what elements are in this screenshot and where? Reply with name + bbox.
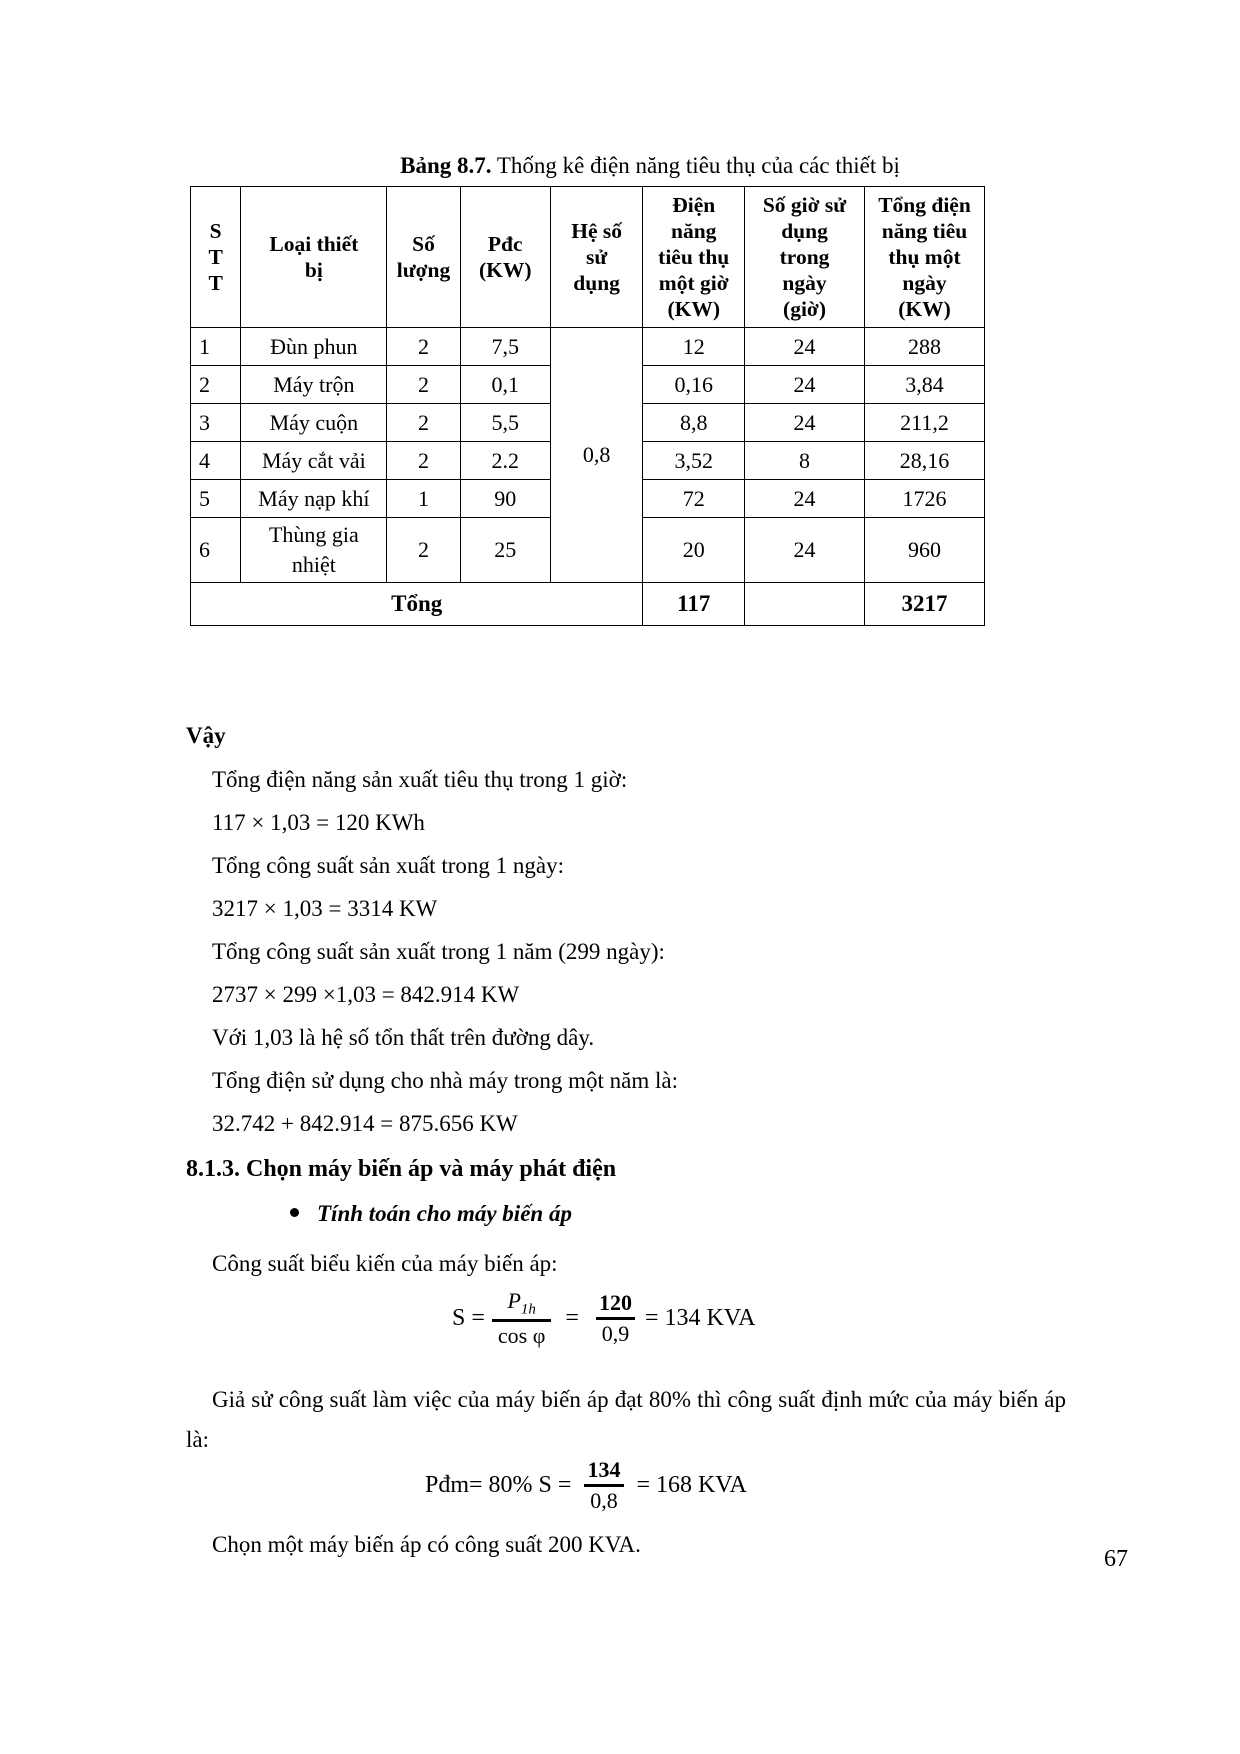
cell-hours: 8 [745, 442, 865, 480]
cell-stt: 1 [191, 328, 241, 366]
page-number: 67 [1104, 1546, 1128, 1572]
text-line-9: 32.742 + 842.914 = 875.656 KW [212, 1111, 518, 1136]
header-quantity-line-2: lượng [396, 258, 451, 282]
text-line-1: Tổng điện năng sản xuất tiêu thụ trong 1 giờ: [212, 767, 628, 792]
header-hours-line-1: Số giờ sử [762, 193, 847, 217]
cell-pdc: 2.2 [460, 442, 550, 480]
text-line-11: Chọn một máy biến áp có công suất 200 KVA. [212, 1532, 641, 1557]
cell-quantity: 2 [387, 518, 460, 583]
cell-daily: 1726 [865, 480, 985, 518]
cell-pdc: 7,5 [460, 328, 550, 366]
formula2-denominator: 0,8 [584, 1484, 624, 1514]
header-device-line-1: Loại thiết [269, 232, 359, 256]
cell-daily: 28,16 [865, 442, 985, 480]
text-line-3: Tổng công suất sản xuất trong 1 ngày: [212, 853, 564, 878]
header-hours-per-day [745, 187, 865, 328]
cell-hours: 24 [745, 328, 865, 366]
formula1-num-subscript: 1h [520, 1301, 536, 1318]
header-daily-line-1: Tổng điện [878, 193, 971, 217]
cell-daily: 211,2 [865, 404, 985, 442]
header-coefficient-line-2: sử [585, 245, 608, 269]
cell-daily: 288 [865, 328, 985, 366]
cell-quantity: 2 [387, 404, 460, 442]
header-hours-line-5: (giờ) [783, 297, 826, 321]
cell-quantity: 2 [387, 442, 460, 480]
cell-hourly: 3,52 [643, 442, 745, 480]
formula2-numerator: 134 [587, 1457, 621, 1482]
cell-hourly: 0,16 [643, 366, 745, 404]
text-line-10: Công suất biểu kiến của máy biến áp: [212, 1251, 558, 1276]
section-heading-8-1-3: 8.1.3. Chọn máy biến áp và máy phát điện [186, 1156, 617, 1182]
header-hourly-line-3: tiêu thụ [658, 245, 730, 269]
text-line-7: Với 1,03 là hệ số tổn thất trên đường dây. [212, 1025, 595, 1050]
table-caption-label: Bảng 8.7. [400, 153, 492, 178]
cell-device-line-2: nhiệt [291, 552, 336, 577]
header-stt-line-3: T [208, 271, 223, 295]
cell-device: Máy cắt vải [241, 442, 387, 480]
table-header [191, 187, 985, 328]
header-stt-line-2: T [208, 245, 223, 269]
header-stt [191, 187, 241, 328]
header-hours-line-2: dụng [781, 219, 828, 243]
header-device [241, 187, 387, 328]
formula1-lhs: S = [452, 1305, 485, 1332]
formula1-equals: = [565, 1305, 579, 1332]
text-line-6: 2737 × 299 ×1,03 = 842.914 KW [212, 982, 520, 1007]
header-stt-line-1: S [209, 219, 222, 243]
formula2-lhs: Pđm= 80% S = [425, 1472, 572, 1498]
cell-device: Máy nạp khí [241, 480, 387, 518]
cell-stt: 4 [191, 442, 241, 480]
cell-hours: 24 [745, 404, 865, 442]
cell-daily: 3,84 [865, 366, 985, 404]
cell-pdc: 5,5 [460, 404, 550, 442]
formula1-fraction-2 [593, 1290, 638, 1347]
cell-hours: 24 [745, 518, 865, 583]
cell-device [241, 518, 387, 583]
formula1-numerator-2: 120 [598, 1290, 632, 1316]
header-pdc-line-1: Pđc [487, 232, 523, 256]
header-daily-total [865, 187, 985, 328]
header-device-line-2: bị [304, 258, 323, 282]
cell-quantity: 2 [387, 366, 460, 404]
cell-stt: 5 [191, 480, 241, 518]
cell-quantity: 1 [387, 480, 460, 518]
total-daily: 3217 [865, 583, 985, 626]
table-body [191, 328, 985, 626]
header-pdc [460, 187, 550, 328]
total-hours [745, 583, 865, 626]
total-label: Tổng [191, 583, 643, 626]
formula1-denominator-1: cos φ [492, 1319, 552, 1349]
header-pdc-line-2: (KW) [478, 258, 532, 282]
formula-apparent-power [452, 1288, 755, 1349]
table-row [191, 328, 985, 366]
header-coefficient [550, 187, 643, 328]
cell-stt: 2 [191, 366, 241, 404]
header-hourly-consumption [643, 187, 745, 328]
cell-daily: 960 [865, 518, 985, 583]
cell-stt: 6 [191, 518, 241, 583]
cell-stt: 3 [191, 404, 241, 442]
header-daily-line-4: ngày [902, 271, 947, 295]
total-hourly: 117 [643, 583, 745, 626]
table-caption-text: Thống kê điện năng tiêu thụ của các thiết bị [491, 153, 900, 178]
table-caption [190, 152, 1110, 180]
cell-hourly: 12 [643, 328, 745, 366]
header-coefficient-line-3: dụng [573, 271, 620, 295]
text-line-4: 3217 × 1,03 = 3314 KW [212, 896, 438, 921]
header-hourly-line-2: năng [671, 219, 717, 243]
header-daily-line-3: thụ một [888, 245, 961, 269]
text-line-2: 117 × 1,03 = 120 KWh [212, 810, 425, 835]
header-hours-line-3: trong [779, 245, 830, 269]
bullet-dot-icon [290, 1208, 299, 1217]
table-total-row [191, 583, 985, 626]
header-daily-line-2: năng tiêu [881, 219, 968, 243]
text-line-5: Tổng công suất sản xuất trong 1 năm (299 ngày): [212, 939, 665, 964]
header-quantity [387, 187, 460, 328]
bullet-label: Tính toán cho máy biến áp [317, 1201, 572, 1226]
bullet-item-transformer [290, 1201, 572, 1227]
cell-pdc: 0,1 [460, 366, 550, 404]
formula1-denominator-2: 0,9 [596, 1317, 636, 1347]
cell-device: Máy trộn [241, 366, 387, 404]
cell-hourly: 20 [643, 518, 745, 583]
formula1-num-base: P [507, 1288, 521, 1313]
cell-device: Máy cuộn [241, 404, 387, 442]
header-quantity-line-1: Số [412, 232, 435, 256]
header-hours-line-4: ngày [782, 271, 827, 295]
cell-hourly: 72 [643, 480, 745, 518]
formula1-numerator-1 [501, 1288, 541, 1319]
text-vay: Vậy [186, 723, 226, 748]
text-line-8: Tổng điện sử dụng cho nhà máy trong một năm là: [212, 1068, 678, 1093]
formula1-result: = 134 KVA [644, 1305, 756, 1332]
formula-rated-power [425, 1457, 747, 1514]
cell-hours: 24 [745, 480, 865, 518]
header-daily-line-5: (KW) [898, 297, 951, 321]
cell-hours: 24 [745, 366, 865, 404]
paragraph-rated-power: Giả sử công suất làm việc của máy biến áp đạt 80% thì công suất định mức của máy biến áp là: [186, 1387, 1066, 1452]
formula2-result: = 168 KVA [636, 1472, 747, 1498]
cell-device-line-1: Thùng gia [268, 522, 359, 547]
cell-device: Đùn phun [241, 328, 387, 366]
cell-hourly: 8,8 [643, 404, 745, 442]
table-header-row [191, 187, 985, 328]
formula1-fraction-1 [492, 1288, 552, 1349]
cell-coefficient: 0,8 [550, 328, 643, 583]
equipment-power-table [190, 186, 985, 626]
formula2-fraction [581, 1457, 626, 1514]
header-hourly-line-4: một giờ [658, 271, 729, 295]
cell-pdc: 25 [460, 518, 550, 583]
header-hourly-line-1: Điện [672, 193, 716, 217]
header-hourly-line-5: (KW) [667, 297, 720, 321]
cell-quantity: 2 [387, 328, 460, 366]
header-coefficient-line-1: Hệ số [571, 219, 622, 243]
cell-pdc: 90 [460, 480, 550, 518]
